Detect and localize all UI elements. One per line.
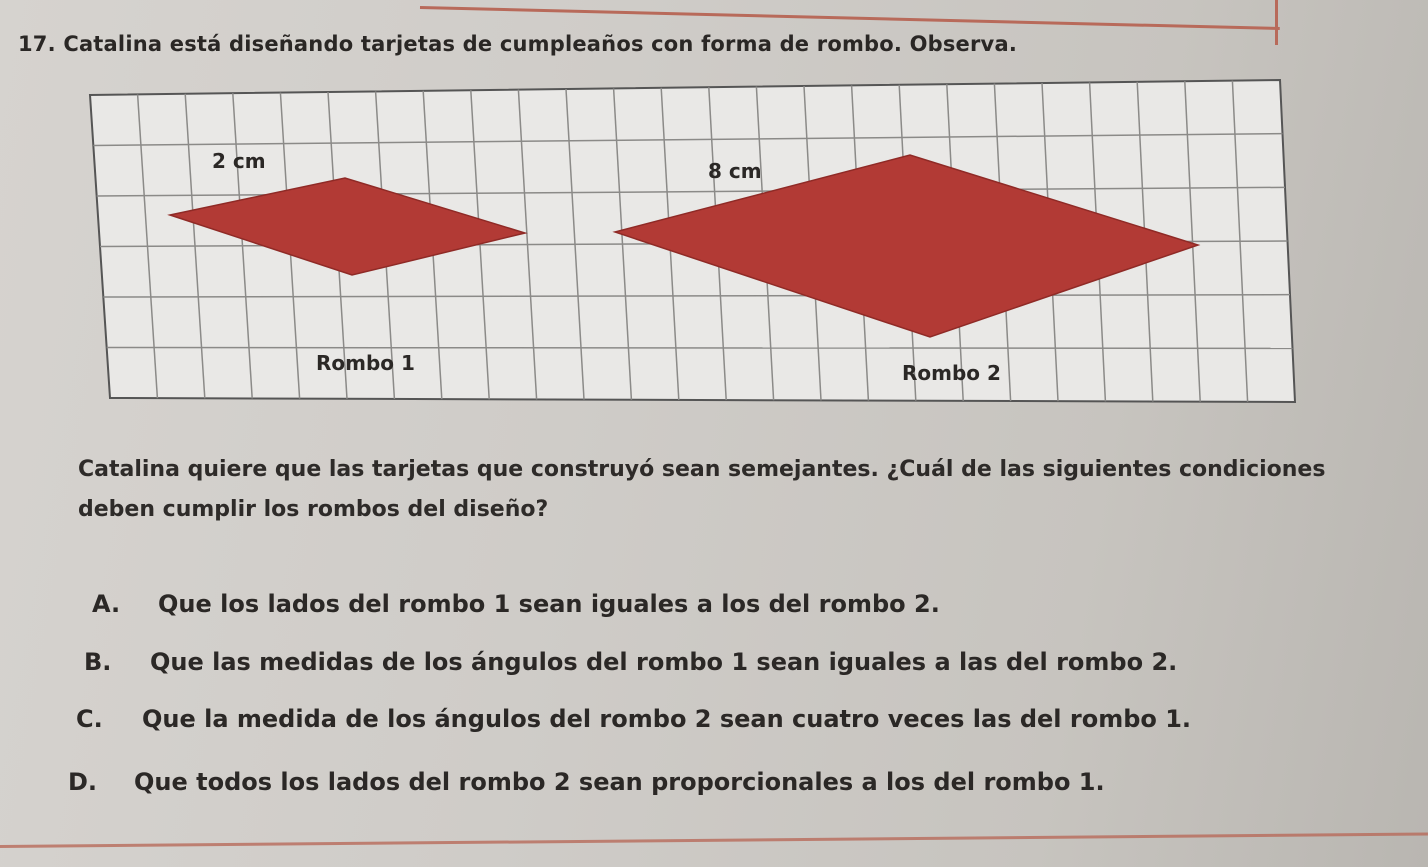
option-a[interactable] [92,590,940,618]
option-d[interactable] [68,768,1105,796]
option-d-text: Que todos los lados del rombo 2 sean proporcionales a los del rombo 1. [134,768,1105,796]
rhombus-1-measure: 2 cm [212,149,266,173]
option-b[interactable] [84,648,1177,676]
problem-statement: Catalina está diseñando tarjetas de cumpleaños con forma de rombo. Observa. [63,32,1017,56]
option-a-letter: A. [92,590,121,618]
grid-line-horizontal [107,348,1293,349]
option-b-letter: B. [84,648,112,676]
option-b-text: Que las medidas de los ángulos del rombo 1 sean iguales a las del rombo 2. [150,648,1178,676]
option-c-text: Que la medida de los ángulos del rombo 2 sean cuatro veces las del rombo 1. [142,705,1192,733]
rhombus-1-label: Rombo 1 [316,351,415,375]
question-text: Catalina quiere que las tarjetas que construyó sean semejantes. ¿Cuál de las siguientes condiciones deben cumplir los rombos del diseño? [78,457,1326,522]
rhombus-2-measure: 8 cm [708,159,762,183]
option-d-letter: D. [68,768,98,796]
option-c-letter: C. [76,705,103,733]
option-c[interactable] [76,705,1191,733]
option-a-text: Que los lados del rombo 1 sean iguales a los del rombo 2. [158,590,940,618]
rhombus-2-label: Rombo 2 [902,361,1001,385]
problem-number: 17. [18,32,56,56]
